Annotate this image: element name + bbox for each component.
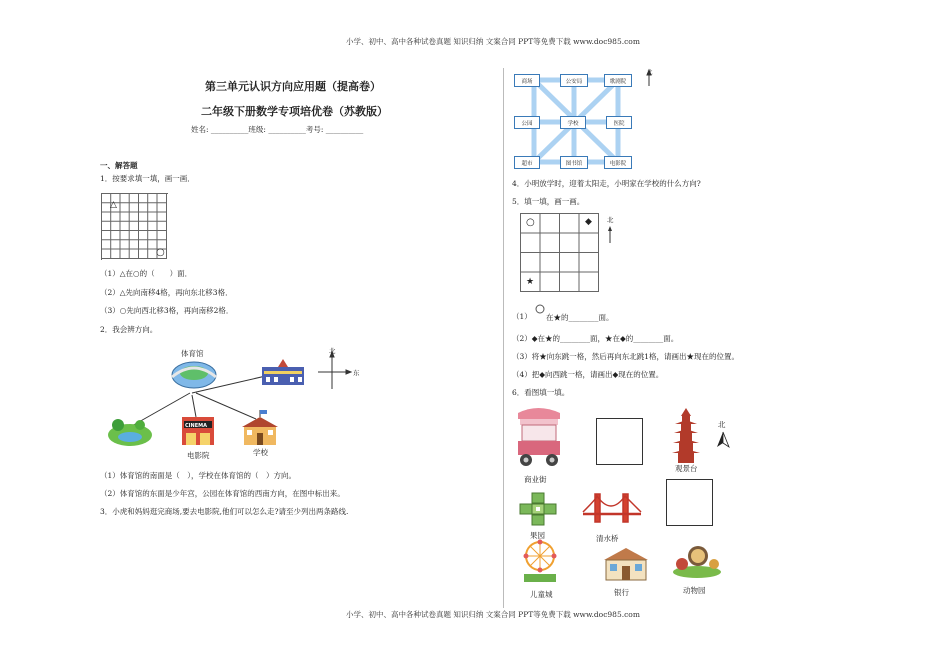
q5-north-arrow-icon [607,226,613,244]
q2-compass-icon [318,352,351,389]
blank-square-top [596,418,643,465]
bank-label: 银行 [614,588,629,597]
q5-part1-prefix: （1） [512,312,532,321]
page-header: 小学、初中、高中各种试卷真题 知识归纳 文案合同 PPT等免费下载 www.doc985.com [346,37,640,46]
tower-label: 观景台 [675,464,698,473]
q5-stem: 5．填一填，画一画。 [512,197,585,206]
amusement-park-label: 儿童城 [530,590,553,599]
amusement-park-icon [520,540,560,584]
q6-stem: 6．看图填一填。 [512,388,570,397]
orchard-label: 果园 [530,531,545,540]
q5-part1: 在★的________面。 [546,313,614,322]
q5-part2: （2）◆在★的________面，★在◆的________面。 [512,334,679,343]
q2-part2: （2）体育馆的东面是少年宫，公园在体育馆的西南方向，在图中标出来。 [100,489,345,498]
q2-east-label: 东 [353,369,360,377]
map-police: 公安局 [560,74,588,87]
q5-north-label: 北 [607,216,614,224]
zoo-icon [672,544,722,578]
q1-part1: （1）△在○的（ ）面． [100,269,193,278]
q5-diamond: ◆ [585,217,592,227]
tower-icon [671,408,701,464]
q2-part1: （1）体育馆的南面是（ ），学校在体育馆的（ ）方向。 [100,471,297,480]
map-cinema: 电影院 [604,156,632,169]
column-divider [503,68,504,608]
student-info-line: 姓名: __________班级: __________考号: __________ [191,125,364,134]
school-label: 学校 [253,448,268,457]
cinema-label: 电影院 [187,451,210,460]
shop-street-icon [512,405,568,467]
map-library: 图书馆 [560,156,588,169]
q2-stem: 2．我会辨方向。 [100,325,158,334]
map-hospital: 医院 [606,116,632,129]
q5-star: ★ [526,277,535,287]
q2-north-label: 北 [329,347,336,355]
gym-label: 体育馆 [181,349,204,358]
q5-part3: （3）将★向东跳一格，然后再向东北跳1格，请画出★现在的位置。 [512,352,740,361]
map-supermarket: 超市 [514,156,540,169]
q4-stem: 4．小明放学时，迎着太阳走，小明家在学校的什么方向? [512,179,701,188]
gym-icon [172,362,216,388]
park-icon [108,419,152,446]
section-heading: 一、解答题 [100,161,138,170]
page-footer: 小学、初中、高中各种试卷真题 知识归纳 文案合同 PPT等免费下载 www.doc985.com [346,610,640,619]
q5-part4: （4）把◆向西跳一格，请画出◆现在的位置。 [512,370,664,379]
q5-part1-circle-icon [534,303,546,315]
q1-circle: ○ [156,247,165,258]
bank-icon [602,548,650,582]
q6-north-arrow-icon [716,432,730,448]
q1-triangle: △ [110,200,117,210]
q1-stem: 1．按要求填一填，画一画． [100,174,195,183]
map-north-label: 北 [647,70,653,76]
page-subtitle: 二年级下册数学专项培优卷（苏教版） [201,105,388,118]
q6-north-label: 北 [718,420,726,429]
youth-palace-icon [262,359,304,385]
cinema-icon [182,417,214,445]
map-school: 学校 [560,116,586,129]
q3-stem: 3．小虎和妈妈逛完商场,要去电影院,他们可以怎么走?请至少列出两条路线. [100,507,349,516]
map-opera: 歌剧院 [604,74,632,87]
shop-street-label: 商业街 [524,475,547,484]
cinema-sign: CINEMA [185,423,207,429]
zoo-label: 动物园 [683,586,706,595]
blank-square-bottom [666,479,713,526]
bridge-label: 清水桥 [596,534,619,543]
q2-diagram [100,355,350,465]
q5-circle: ○ [526,217,535,228]
page-title: 第三单元认识方向应用题（提高卷） [205,80,381,93]
orchard-icon [520,493,556,527]
map-park: 公园 [514,116,540,129]
map-mall: 商场 [514,74,540,87]
bridge-icon [583,492,641,528]
q1-part2: （2）△先向南移4格，再向东北移3格． [100,288,233,297]
q1-part3: （3）○先向西北移3格，再向南移2格． [100,306,234,315]
